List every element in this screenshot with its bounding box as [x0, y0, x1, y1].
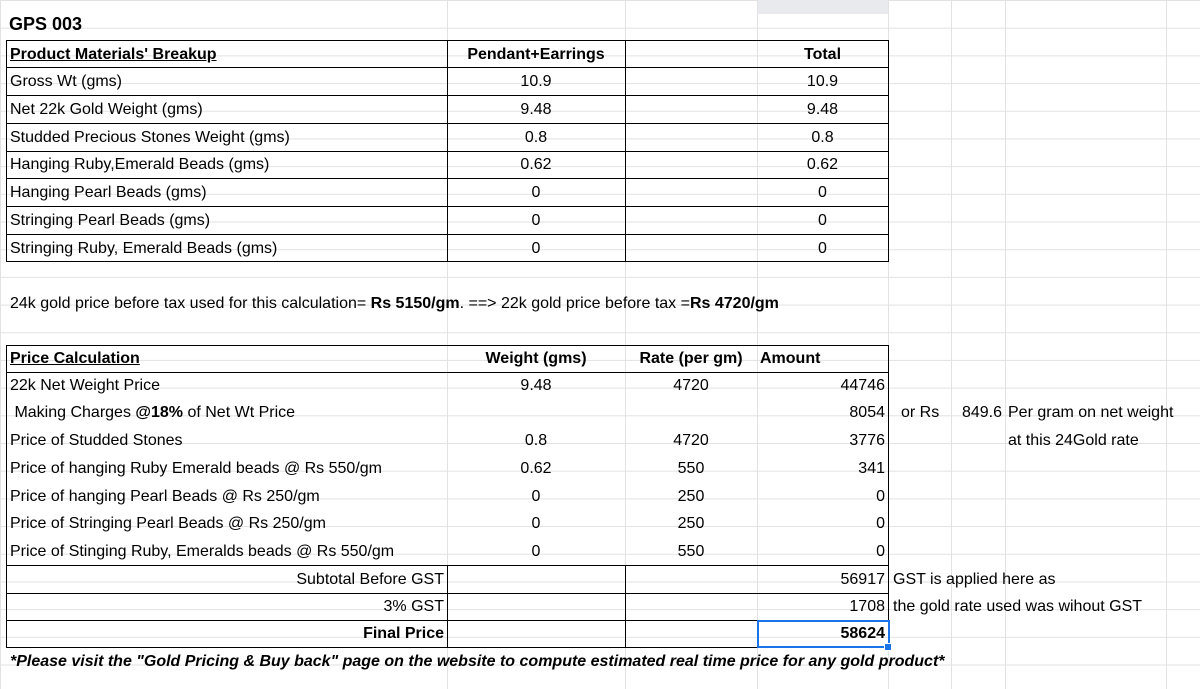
gst-note-text[interactable]: the gold rate used was wihout GST: [893, 598, 1143, 615]
table-row-label[interactable]: Net 22k Gold Weight (gms): [10, 101, 203, 118]
making-charges-text: of Net Wt Price: [183, 404, 296, 421]
table-cell[interactable]: 8054: [849, 404, 885, 421]
making-or-label[interactable]: or Rs: [901, 404, 940, 421]
table-cell[interactable]: 3776: [849, 432, 885, 449]
table-cell[interactable]: 4720: [673, 432, 709, 449]
table-cell[interactable]: 9.48: [520, 377, 552, 394]
table-cell[interactable]: 0: [876, 543, 885, 560]
table-cell[interactable]: 0: [876, 488, 885, 505]
table-cell[interactable]: 0: [531, 488, 541, 505]
table-row-label[interactable]: Price of Stringing Pearl Beads @ Rs 250/gm: [10, 515, 326, 532]
making-per-gram-value[interactable]: 849.6: [961, 404, 1002, 421]
selected-column-highlight: [757, 0, 888, 14]
gst-label[interactable]: 3% GST: [383, 598, 444, 615]
gold-22k-price: Rs 4720/gm: [689, 295, 779, 312]
gold-24k-price: Rs 5150/gm: [370, 295, 460, 312]
table-divider: [447, 566, 448, 647]
final-price-label[interactable]: Final Price: [363, 625, 444, 642]
final-price-amount[interactable]: 58624: [840, 625, 885, 642]
table-cell[interactable]: 0: [531, 184, 541, 201]
making-charges-text: Making Charges: [10, 404, 136, 421]
table-cell[interactable]: 10.9: [520, 73, 552, 90]
table-row-label[interactable]: 22k Net Weight Price: [10, 377, 160, 394]
price-header-amount[interactable]: Amount: [760, 350, 821, 367]
table-cell[interactable]: 550: [677, 460, 705, 477]
table-divider: [625, 566, 626, 647]
subtotal-label[interactable]: Subtotal Before GST: [296, 571, 444, 588]
table-cell[interactable]: 0.8: [524, 432, 548, 449]
price-header-rate[interactable]: Rate (per gm): [639, 350, 743, 367]
table-row-label[interactable]: Gross Wt (gms): [10, 73, 122, 90]
gst-note-text[interactable]: GST is applied here as: [893, 571, 1056, 588]
table-cell[interactable]: 0: [531, 240, 541, 257]
table-row-label[interactable]: Hanging Ruby,Emerald Beads (gms): [10, 156, 270, 173]
table-row-label[interactable]: Hanging Pearl Beads (gms): [10, 184, 207, 201]
table-cell[interactable]: 0.62: [806, 156, 839, 173]
subtotal-amount[interactable]: 56917: [840, 571, 885, 588]
gold-price-note[interactable]: [7, 290, 782, 317]
making-note-text[interactable]: Per gram on net weight: [1008, 404, 1174, 421]
table-row-label[interactable]: Price of hanging Ruby Emerald beads @ Rs 550/gm: [10, 460, 382, 477]
table-cell[interactable]: 0: [818, 240, 827, 257]
table-row-label[interactable]: Price of hanging Pearl Beads @ Rs 250/gm: [10, 488, 320, 505]
price-header-label[interactable]: Price Calculation: [10, 350, 140, 367]
table-row-label[interactable]: Stringing Pearl Beads (gms): [10, 212, 211, 229]
selected-cell-outline: [757, 620, 890, 648]
table-cell[interactable]: 550: [677, 543, 705, 560]
gst-amount[interactable]: 1708: [849, 598, 885, 615]
table-row-label[interactable]: Price of Stinging Ruby, Emeralds beads @ Rs 550/gm: [10, 543, 395, 560]
table-cell[interactable]: 0.8: [811, 129, 834, 146]
table-cell[interactable]: 0: [876, 515, 885, 532]
table-cell[interactable]: 0.8: [524, 129, 548, 146]
materials-header-col1[interactable]: Pendant+Earrings: [467, 46, 605, 63]
sheet-title[interactable]: GPS 003: [9, 14, 83, 34]
materials-header-col2[interactable]: Total: [803, 46, 842, 63]
table-row-label[interactable]: Studded Precious Stones Weight (gms): [10, 129, 290, 146]
table-row-label[interactable]: Stringing Ruby, Emerald Beads (gms): [10, 240, 278, 257]
table-cell[interactable]: 341: [858, 460, 885, 477]
gridline: [1166, 0, 1167, 689]
table-cell[interactable]: 250: [677, 515, 705, 532]
making-charges-percent: @18%: [135, 404, 184, 421]
table-row-label[interactable]: Price of Studded Stones: [10, 432, 183, 449]
table-cell[interactable]: 250: [677, 488, 705, 505]
table-cell[interactable]: 0: [531, 515, 541, 532]
gold-note-text: 24k gold price before tax used for this calculation=: [10, 295, 371, 312]
table-cell[interactable]: [625, 399, 757, 426]
table-cell[interactable]: 0: [818, 184, 827, 201]
table-cell[interactable]: [447, 399, 625, 426]
price-header-weight[interactable]: Weight (gms): [485, 350, 587, 367]
table-cell[interactable]: 10.9: [806, 73, 839, 90]
table-cell[interactable]: 4720: [673, 377, 709, 394]
table-cell[interactable]: 9.48: [806, 101, 839, 118]
footer-note[interactable]: *Please visit the "Gold Pricing & Buy back" page on the website to compute estimated real time price for any gold product*: [10, 653, 945, 670]
table-cell[interactable]: 0.62: [520, 156, 552, 173]
table-cell[interactable]: 0: [531, 212, 541, 229]
gold-note-text: . ==> 22k gold price before tax =: [459, 295, 690, 312]
table-cell[interactable]: 44746: [840, 377, 885, 394]
table-cell[interactable]: 0.62: [520, 460, 552, 477]
table-cell[interactable]: 0: [818, 212, 827, 229]
materials-header-label[interactable]: Product Materials' Breakup: [10, 46, 217, 63]
table-cell[interactable]: 0: [531, 543, 541, 560]
making-note-text[interactable]: at this 24Gold rate: [1008, 432, 1139, 449]
table-row-label[interactable]: [7, 399, 298, 426]
table-cell[interactable]: 9.48: [520, 101, 552, 118]
